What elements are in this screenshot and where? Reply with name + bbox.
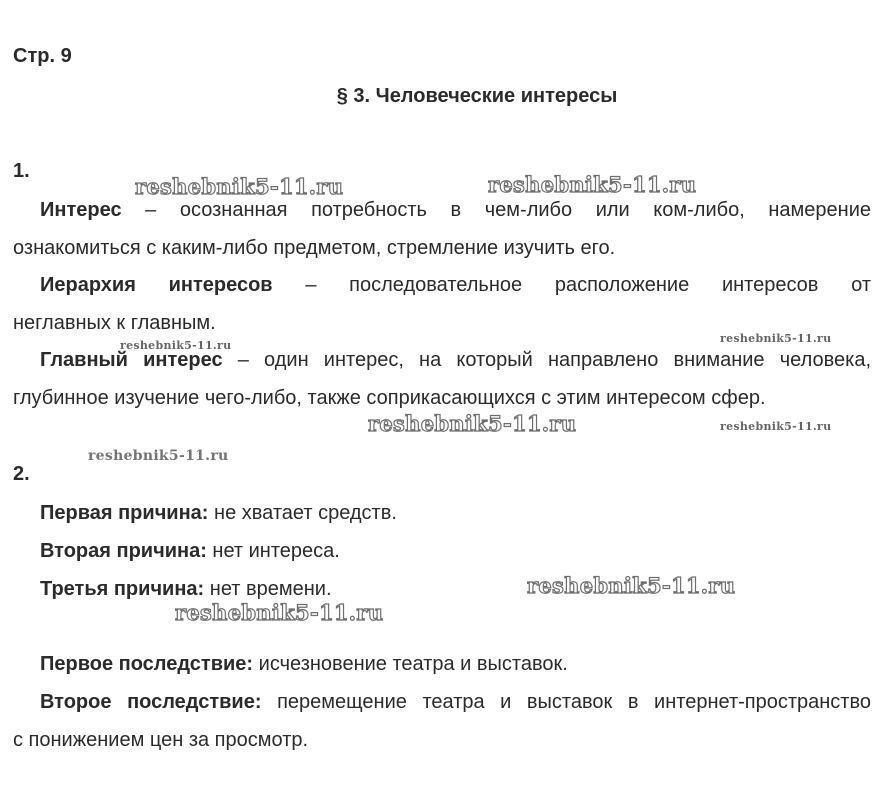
consequence-2-text2: с понижением цен за просмотр. [13,729,309,751]
definition-interest-text2: ознакомиться с каким-либо предметом, стремление изучить его. [13,237,616,259]
consequence-1-text: исчезновение театра и выставок. [253,653,568,675]
definition-hierarchy-text2: неглавных к главным. [13,312,216,334]
term-interest: Интерес [40,199,122,221]
reason-3 [13,570,871,608]
consequence-1 [13,645,871,683]
reason-1-label: Первая причина: [40,502,209,524]
watermark: reshebnik5-11.ru [175,600,384,625]
question-1-number: 1. [13,160,30,182]
term-main-interest: Главный интерес [40,349,223,371]
question-2-number: 2. [13,463,30,485]
definition-hierarchy-line1 [13,266,871,304]
definition-interest [13,191,871,267]
definition-main-text2: глубинное изучение чего-либо, также соприкасающихся с этим интересом сфер. [13,387,766,409]
reason-1 [13,494,871,532]
watermark: reshebnik5-11.ru [720,420,832,433]
watermark: reshebnik5-11.ru [368,411,577,436]
reason-2-label: Вторая причина: [40,540,207,562]
definition-hierarchy [13,266,871,342]
consequence-1-label: Первое последствие: [40,653,254,675]
section-title: § 3. Человеческие интересы [336,85,618,107]
page-label: Стр. 9 [13,45,72,67]
watermark: reshebnik5-11.ru [120,339,232,352]
consequence-2-text1: перемещение театра и выставок в интернет-пространство [261,691,871,713]
reason-2-text: нет интереса. [206,540,340,562]
reason-3-text: нет времени. [204,578,332,600]
reason-3-label: Третья причина: [40,578,205,600]
consequence-2-label: Второе последствие: [40,691,262,713]
watermark: reshebnik5-11.ru [488,172,697,197]
definition-main-interest [13,341,871,417]
consequence-2-line1 [13,683,871,721]
watermark: reshebnik5-11.ru [527,573,736,598]
definition-main-text1: – один интерес, на который направлено внимание человека, [222,349,872,371]
definition-interest-text1: – осознанная потребность в чем-либо или ком-либо, намерение [121,199,871,221]
definition-hierarchy-text1: – последовательное расположение интересов от [272,274,871,296]
watermark: reshebnik5-11.ru [88,448,229,464]
term-hierarchy: Иерархия интересов [40,274,273,296]
watermark: reshebnik5-11.ru [135,174,344,199]
reason-2 [13,532,871,570]
consequence-2 [13,683,871,759]
reason-1-text: не хватает средств. [208,502,397,524]
watermark: reshebnik5-11.ru [720,332,832,345]
